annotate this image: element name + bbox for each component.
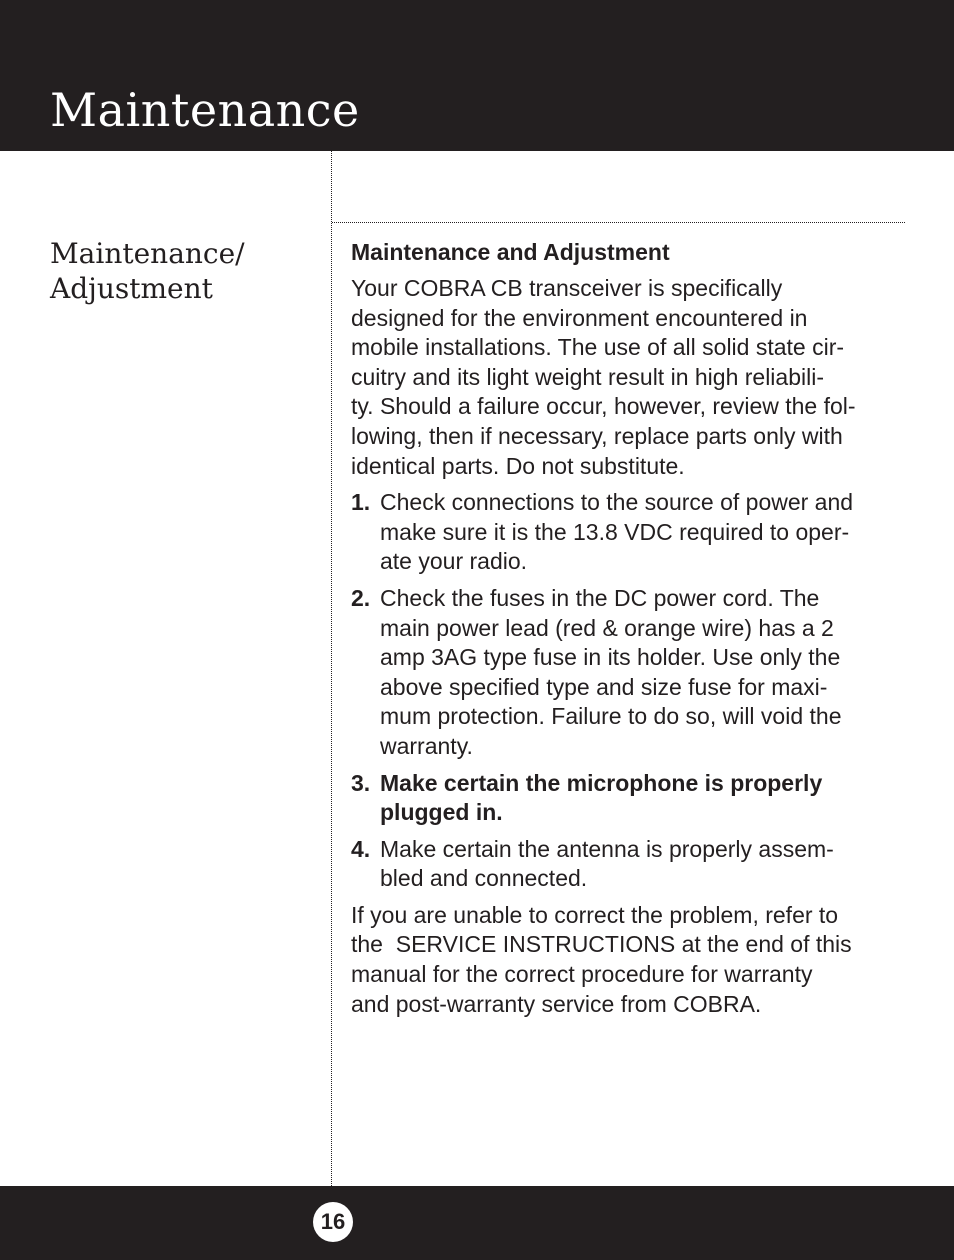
step-number: 2.: [351, 584, 371, 611]
text-line: plugged in.: [380, 799, 503, 826]
step-item: [351, 769, 906, 828]
step-text: [380, 769, 906, 828]
text-line: Your COBRA CB transceiver is specifically: [351, 275, 783, 301]
step-text: [380, 584, 906, 762]
text-line: amp 3AG type fuse in its holder. Use only the: [380, 644, 841, 671]
step-number: 1.: [351, 489, 371, 516]
step-item: [351, 488, 906, 577]
text-line: cuitry and its light weight result in high reliabili-: [351, 363, 824, 390]
text-line: identical parts. Do not substitute.: [351, 452, 685, 479]
text-line: ty. Should a failure occur, however, review the fol-: [351, 393, 856, 420]
text-line: warranty.: [380, 732, 473, 759]
text-line: Check connections to the source of power and: [380, 489, 854, 516]
text-line: Make certain the microphone is properly: [380, 769, 823, 796]
text-line: mum protection. Failure to do so, will void the: [380, 703, 842, 730]
steps-list: [351, 488, 906, 894]
text-line: If you are unable to correct the problem, refer to: [351, 901, 839, 928]
step-item: [351, 835, 906, 894]
intro-paragraph: [351, 274, 906, 481]
section-title-line: Adjustment: [50, 272, 213, 305]
page-title: Maintenance: [50, 83, 360, 137]
column-divider: [331, 151, 332, 1186]
section-divider: [332, 222, 905, 223]
text-line: Check the fuses in the DC power cord. The: [380, 584, 820, 611]
section-title-line: Maintenance/: [50, 237, 245, 270]
page-number-badge: 16: [313, 1202, 353, 1242]
footer-bar: [0, 1186, 954, 1260]
text-line: lowing, then if necessary, replace parts only with: [351, 422, 843, 449]
body-content: [351, 237, 906, 1026]
text-line: above specified type and size fuse for maxi-: [380, 673, 828, 700]
step-text: [380, 488, 906, 577]
text-line: make sure it is the 13.8 VDC required to oper-: [380, 518, 850, 545]
content-heading: Maintenance and Adjustment: [351, 239, 670, 265]
step-number: 3.: [351, 769, 371, 796]
text-line: and post-warranty service from COBRA.: [351, 990, 762, 1017]
section-title: [50, 236, 320, 306]
step-text: [380, 835, 906, 894]
step-item: [351, 584, 906, 762]
text-line: ate your radio.: [380, 548, 528, 575]
step-number: 4.: [351, 835, 371, 862]
text-line: the SERVICE INSTRUCTIONS at the end of this: [351, 931, 852, 958]
closing-paragraph: [351, 901, 906, 1019]
text-line: manual for the correct procedure for warranty: [351, 961, 813, 988]
header-bar: [0, 0, 954, 151]
text-line: main power lead (red & orange wire) has a 2: [380, 614, 834, 641]
text-line: Make certain the antenna is properly assem-: [380, 835, 834, 862]
text-line: designed for the environment encountered in: [351, 304, 808, 331]
text-line: mobile installations. The use of all solid state cir-: [351, 334, 845, 361]
text-line: bled and connected.: [380, 865, 588, 892]
